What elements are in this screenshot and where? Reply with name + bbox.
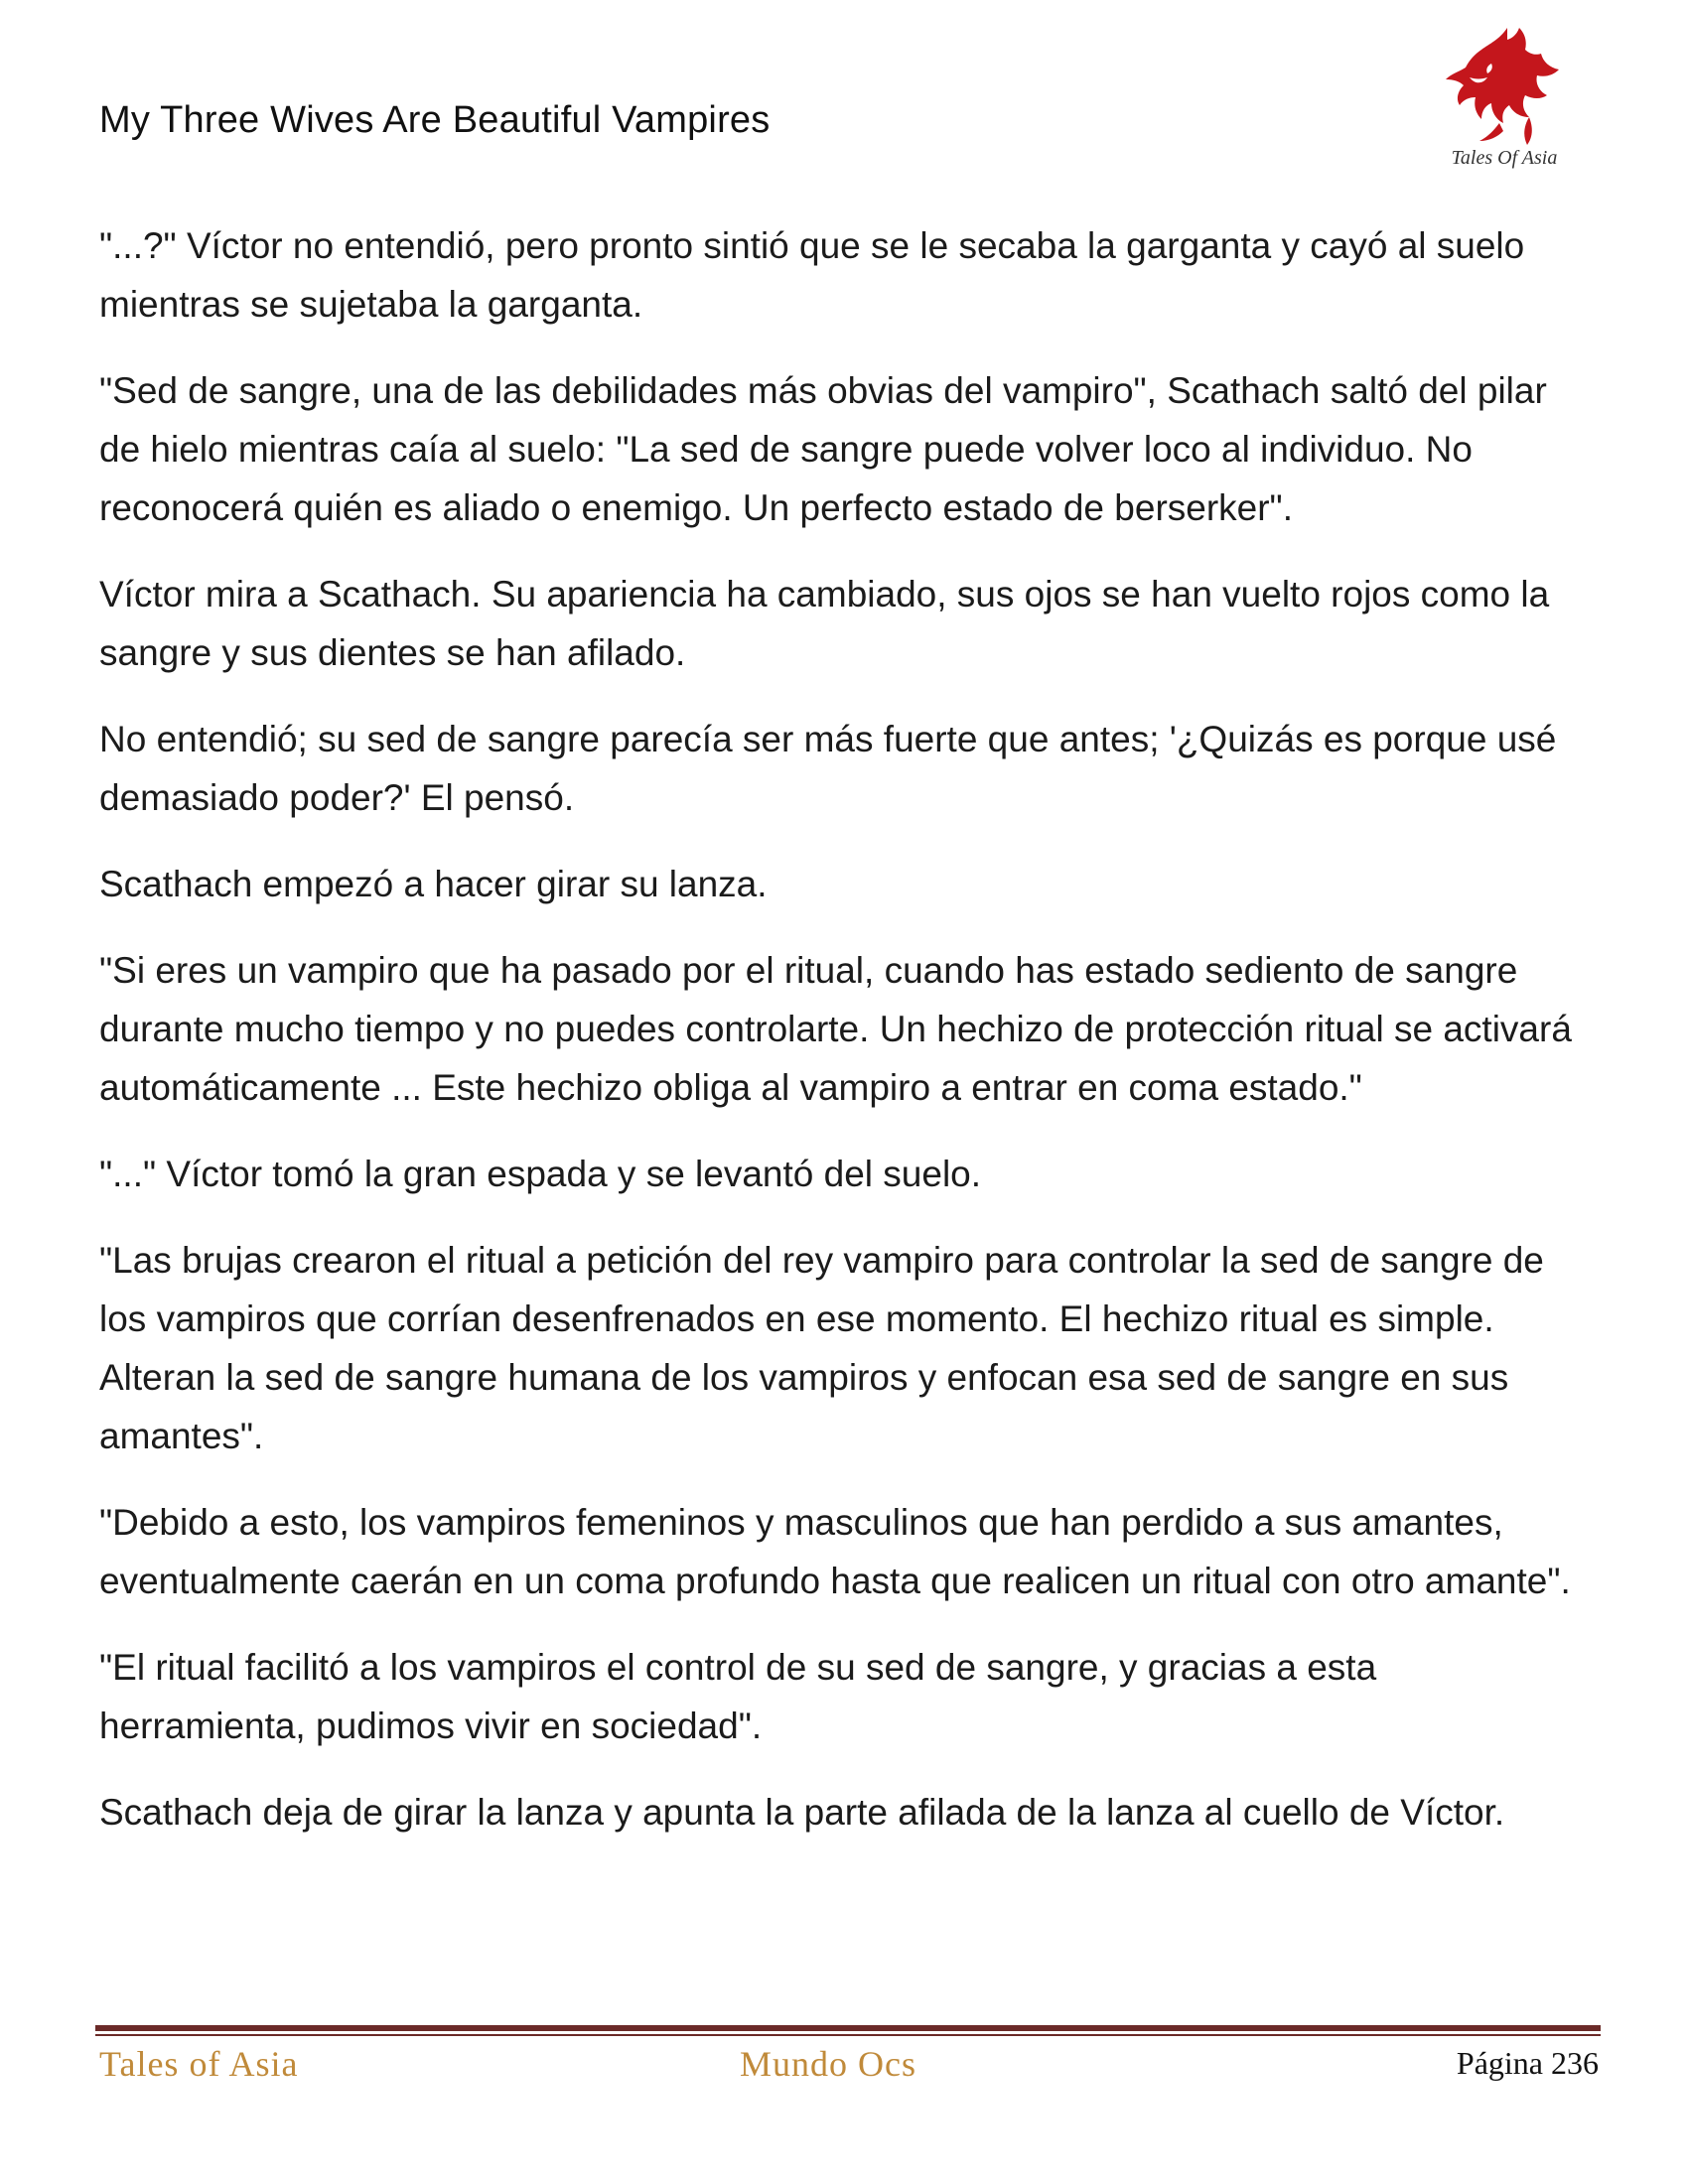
paragraph: Scathach empezó a hacer girar su lanza. xyxy=(99,864,768,904)
paragraph: "El ritual facilitó a los vampiros el control de su sed de sangre, y gracias a esta herramienta, pudimos vivir en sociedad". xyxy=(99,1647,1377,1746)
paragraph: "...?" Víctor no entendió, pero pronto sintió que se le secaba la garganta y cayó al suelo mientras se sujetaba la garganta. xyxy=(99,225,1525,325)
paragraph: "Si eres un vampiro que ha pasado por el ritual, cuando has estado sediento de sangre durante mucho tiempo y no puedes controlarte. Un hechizo de protección ritual se activará automáticamente ... Este hechizo obliga al vampiro a entrar en coma estado." xyxy=(99,950,1572,1108)
paragraph: "Debido a esto, los vampiros femeninos y masculinos que han perdido a sus amantes, eventualmente caerán en un coma profundo hasta que realicen un ritual con otro amante". xyxy=(99,1502,1571,1601)
paragraph: "Las brujas crearon el ritual a petición del rey vampiro para controlar la sed de sangre de los vampiros que corrían desenfrenados en ese momento. El hechizo ritual es simple. Alteran la sed de sangre humana de los vampiros y enfocan esa sed de sangre en sus amantes". xyxy=(99,1240,1544,1456)
page-number: Página 236 xyxy=(1456,2045,1599,2081)
chapter-body xyxy=(99,216,1589,1869)
paragraph: "Sed de sangre, una de las debilidades más obvias del vampiro", Scathach saltó del pilar de hielo mientras caía al suelo: "La sed de sangre puede volver loco al individuo. No reconocerá quién es aliado o enemigo. Un perfecto estado de berserker". xyxy=(99,370,1547,528)
paragraph: Víctor mira a Scathach. Su apariencia ha cambiado, sus ojos se han vuelto rojos como la sangre y sus dientes se han afilado. xyxy=(99,574,1550,673)
paragraph: "..." Víctor tomó la gran espada y se levantó del suelo. xyxy=(99,1154,982,1194)
logo-text: Tales Of Asia xyxy=(1451,147,1558,169)
paragraph: Scathach deja de girar la lanza y apunta la parte afilada de la lanza al cuello de Víctor. xyxy=(99,1792,1505,1833)
footer-publisher: Tales of Asia xyxy=(99,2044,299,2084)
paragraph: No entendió; su sed de sangre parecía ser más fuerte que antes; '¿Quizás es porque usé demasiado poder?' El pensó. xyxy=(99,719,1557,818)
footer-site: Mundo Ocs xyxy=(740,2044,916,2084)
footer-divider xyxy=(95,2025,1601,2036)
page-footer xyxy=(99,2043,1599,2093)
tales-of-asia-logo xyxy=(1430,20,1579,184)
document-title: My Three Wives Are Beautiful Vampires xyxy=(99,99,771,141)
